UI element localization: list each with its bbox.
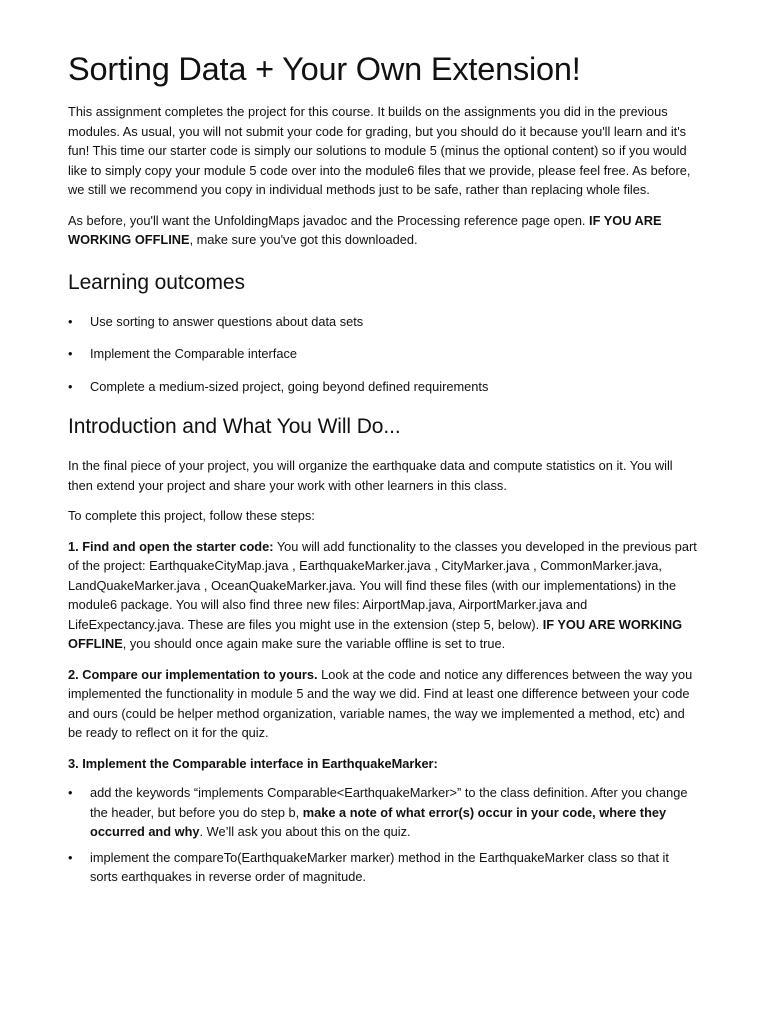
intro-p2-text-a: As before, you'll want the UnfoldingMaps javadoc and the Processing reference page open. bbox=[68, 212, 590, 228]
intro-paragraph-1: This assignment completes the project for this course. It builds on the assignments you did in the previous modules. As usual, you will not submit your code for grading, but you should do it because you'll learn and it's fun! This time our starter code is simply our solutions to module 5 (minus the optional content) so if you would like to simply copy your module 5 code over into the module6 files that we provide, please feel free. As before, we still we recommend you copy in individual methods just to be safe, rather than replacing whole files. bbox=[68, 104, 691, 197]
step-2-title: 2. Compare our implementation to yours. bbox=[68, 666, 318, 682]
bullet-glyph: • bbox=[68, 849, 73, 865]
step-2 bbox=[68, 665, 700, 743]
list-item-text: Use sorting to answer questions about data sets bbox=[90, 313, 364, 329]
step-1-text-b: , you should once again make sure the variable offline is set to true. bbox=[122, 636, 506, 651]
intro-p2-text-b: , make sure you've got this downloaded. bbox=[189, 232, 418, 247]
list-item-text-b: . We’ll ask you about this on the quiz. bbox=[199, 824, 411, 839]
list-item-text: Complete a medium-sized project, going beyond defined requirements bbox=[90, 378, 489, 394]
list-item bbox=[68, 783, 700, 842]
step-1 bbox=[68, 537, 700, 654]
offline-warning: IF YOU ARE WORKING OFFLINE bbox=[68, 212, 662, 247]
bullet-glyph: • bbox=[68, 785, 73, 800]
learning-outcomes-heading: Learning outcomes bbox=[68, 270, 245, 294]
intro-paragraph-2 bbox=[68, 211, 700, 250]
step-1-title: 1. Find and open the starter code: bbox=[68, 538, 274, 554]
step-3-title bbox=[68, 754, 700, 774]
list-item bbox=[68, 344, 700, 364]
introduction-paragraph-2: To complete this project, follow these steps: bbox=[68, 508, 315, 523]
list-item-text: Implement the Comparable interface bbox=[90, 346, 297, 361]
list-item bbox=[68, 848, 700, 887]
introduction-paragraph-1: In the final piece of your project, you will organize the earthquake data and compute statistics on it. You will then extend your project and share your work with other learners in this class. bbox=[68, 458, 673, 493]
step-1-text-a: You will add functionality to the classes you developed in the previous part of the project: EarthquakeCityMap.java , EarthquakeMarker.java , CityMarker.java , CommonMarker.java, LandQuakeMarker.java , OceanQuakeMarker.java. You will find these files (with our implementations) in the module6 package. You will also find three new files: AirportMap.java, AirportMarker.java and LifeExpectancy.java. These are files you might use in the extension (step 5, below). bbox=[68, 538, 697, 632]
bullet-glyph: • bbox=[68, 346, 73, 361]
step-2-text: Look at the code and notice any differences between the way you implemented the functionality in module 5 and the way we did. Find at least one difference between your code and ours (could be helper method organization, variable names, the way we implemented a method, etc) and be ready to reflect on it for the quiz. bbox=[68, 666, 693, 740]
page-title: Sorting Data + Your Own Extension! bbox=[68, 51, 581, 87]
list-item bbox=[68, 312, 700, 332]
introduction-heading: Introduction and What You Will Do... bbox=[68, 415, 401, 438]
list-item bbox=[68, 377, 700, 397]
step-1-offline-warning: IF YOU ARE WORKING OFFLINE bbox=[68, 616, 683, 651]
bullet-glyph: • bbox=[68, 378, 73, 394]
list-item-bold: make a note of what error(s) occur in your code, where they occurred and why bbox=[90, 804, 667, 839]
learning-outcomes-list bbox=[68, 312, 700, 397]
bullet-glyph: • bbox=[68, 313, 73, 329]
step-3-title-text: 3. Implement the Comparable interface in EarthquakeMarker: bbox=[68, 755, 438, 771]
document-content bbox=[68, 50, 700, 901]
step-3-list bbox=[68, 783, 700, 887]
list-item-text-a: add the keywords “implements Comparable<EarthquakeMarker>” to the class definition. After you change the header, but before you do step b, bbox=[90, 785, 688, 820]
list-item-text-a: implement the compareTo(EarthquakeMarker marker) method in the EarthquakeMarker class so that it sorts earthquakes in reverse order of magnitude. bbox=[90, 849, 669, 884]
